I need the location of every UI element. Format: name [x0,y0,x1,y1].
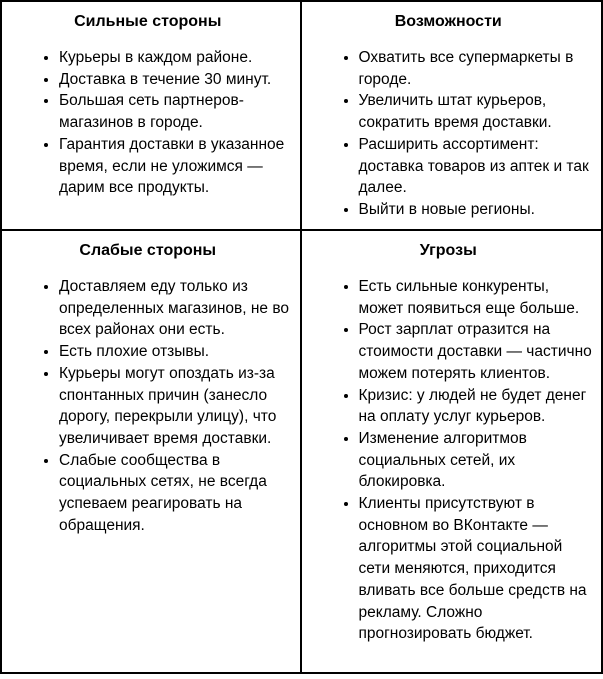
list-item: • Выйти в новые регионы. [359,199,596,221]
quadrant-strengths [2,2,302,231]
list-item: • Гарантия доставки в указанное время, если не уложимся — дарим все продукты. [59,134,294,199]
list-item: • Охватить все супермаркеты в городе. [359,47,596,90]
list-item: • Расширить ассортимент: доставка товаров из аптек и так далее. [359,134,596,199]
threats-list [302,276,596,645]
weaknesses-list [2,276,294,536]
list-item: • Рост зарплат отразится на стоимости доставки — частично можем потерять клиентов. [359,319,596,384]
quadrant-weaknesses [2,231,302,672]
list-item: • Есть сильные конкуренты, может появиться еще больше. [359,276,596,319]
list-item: • Кризис: у людей не будет денег на оплату услуг курьеров. [359,385,596,428]
list-item: • Доставляем еду только из определенных магазинов, не во всех районах они есть. [59,276,294,341]
list-item: • Увеличить штат курьеров, сократить время доставки. [359,90,596,133]
list-item: • Есть плохие отзывы. [59,341,294,363]
quadrant-title-strengths: Сильные стороны [74,13,222,30]
list-item: • Изменение алгоритмов социальных сетей, их блокировка. [359,428,596,493]
list-item: • Клиенты присутствуют в основном во ВКонтакте — алгоритмы этой социальной сети меняются, приходится вливать все больше средств на рекламу. Сложно прогнозировать бюджет. [359,493,596,645]
quadrant-title-opportunities: Возможности [394,13,502,30]
opportunities-list [302,47,596,221]
list-item: • Доставка в течение 30 минут. [59,69,294,91]
list-item: • Слабые сообщества в социальных сетях, не всегда успеваем реагировать на обращения. [59,450,294,537]
quadrant-opportunities [302,2,602,231]
quadrant-threats [302,231,602,672]
quadrant-title-threats: Угрозы [419,242,477,259]
list-item: • Курьеры могут опоздать из-за спонтанных причин (занесло дорогу, перекрыли улицу), что увеличивает время доставки. [59,363,294,450]
quadrant-title-weaknesses: Слабые стороны [79,242,217,259]
list-item: • Большая сеть партнеров-магазинов в городе. [59,90,294,133]
list-item: • Курьеры в каждом районе. [59,47,294,69]
strengths-list [2,47,294,199]
